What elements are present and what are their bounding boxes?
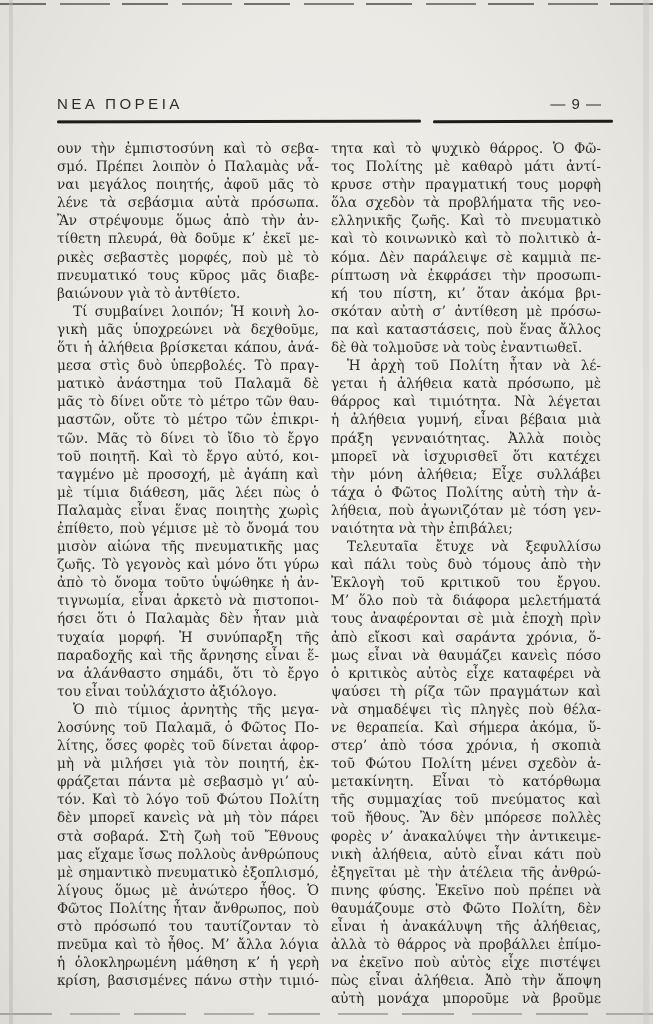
text-line: γεται ἡ ἀλήθεια κατὰ πρόσωπο, μὲ <box>331 376 601 393</box>
text-line: μὴ νὰ μιλήσει γιὰ τὸν ποιητή, ἐκ- <box>57 756 319 773</box>
text-line: ναιότητα νὰ τὴν ἐπιβάλει; <box>331 520 513 537</box>
text-line: φράζεται πάντα μὲ σεβασμὸ γι’ αὐ- <box>57 774 319 791</box>
text-line: Ἂν στρέψουμε ὅμως ἀπὸ τὴν ἀν- <box>57 213 319 230</box>
text-line: βαιώνουν γιὰ τὸ ἀντθίετο. <box>57 285 241 302</box>
left-column <box>57 140 319 990</box>
text-line: μως εἶναι νὰ θαυμάζει κανεὶς πόσο <box>331 647 601 664</box>
text-line: ἀπὸ εἴκοσι καὶ σαράντα χρόνια, ὅ- <box>331 629 601 646</box>
text-line: αὐτὴ μονάχα μποροῦμε νὰ βροῦμε <box>331 991 601 1008</box>
text-line: κή του πίστη, κι’ ὅταν ἀκόμα βρι- <box>331 285 601 302</box>
text-line: τιγνωμία, εἶναι ἀρκετὸ νὰ πιστοποι- <box>57 593 319 610</box>
text-line: ρικὲς σεβαστὲς μορφές, ποὺ μὲ τὸ <box>57 249 319 266</box>
text-line: μπορεῖ νὰ ἰσχυρισθεῖ ὅτι κατέχει <box>331 448 601 465</box>
text-line: μισὸν αἰώνα τῆς πνευματικῆς μας <box>57 539 319 556</box>
text-line: τόν. Καὶ τὸ λόγο τοῦ Φώτου Πολίτη <box>57 792 319 809</box>
text-line: ρίπτωση νὰ ἐκφράσει τὴν προσωπι- <box>331 267 601 284</box>
header-rule-segment <box>433 120 613 123</box>
text-line: Φῶτος Πολίτης ἦταν ἄνθρωπος, ποὺ <box>57 900 319 917</box>
text-line: νε θεραπεία. Καὶ σήμερα ἀκόμα, ὕ- <box>331 720 601 736</box>
text-line: μετακίνητη. Εἶναι τὸ κατόρθωμα <box>331 774 601 791</box>
text-line: ήσει ὅτι ὁ Παλαμὰς δὲν ἦταν μιὰ <box>57 611 319 628</box>
text-line: καὶ πάλι τοὺς δυὸ τόμους ἀπὸ τὴν <box>331 557 601 574</box>
text-line: ὅτι ἡ ἀλήθεια βρίσκεται κάπου, ἀνά- <box>57 340 319 357</box>
text-line: ψαύσει τὴ ρίζα τῶν πραγμάτων καὶ <box>331 683 601 700</box>
text-line: νικὴ ἀλήθεια, αὐτὸ εἶναι κάτι ποὺ <box>331 846 601 863</box>
page-header <box>57 96 602 113</box>
text-line: Τελευταῖα ἔτυχε νὰ ξεφυλλίσω <box>347 539 601 556</box>
text-line: τητα καὶ τὸ ψυχικὸ θάρρος. Ὁ Φῶ- <box>331 141 601 157</box>
text-line: πα καὶ καταστάσεις, ποὺ ἕνας ἄλλος <box>331 321 601 338</box>
text-line: πνεῦμα καὶ τὸ ἦθος. Μ’ ἄλλα λόγια <box>57 937 319 954</box>
text-line: ουν τὴν ἐμπιστοσύνη καὶ τὸ σεβα- <box>57 141 319 157</box>
text-line: νὰ σημαδέψει τὶς πληγὲς ποὺ θέλα- <box>331 701 601 718</box>
scan-edge-left <box>9 0 13 1024</box>
scan-edge-top <box>0 3 653 5</box>
right-column <box>331 140 601 1009</box>
text-line: ἐπίθετο, ποὺ γέμισε μὲ τὸ ὄνομά του <box>57 520 319 537</box>
text-line: τάχα ὁ Φῶτος Πολίτης αὐτὴ τὴν ἀ- <box>331 484 601 501</box>
text-line: τὴν μόνη ἀλήθεια; Εἶχε συλλάβει <box>331 466 601 483</box>
text-line: ἀπὸ τὸ ὄνομα τοῦτο ὑψώθηκε ἡ ἀν- <box>57 575 319 592</box>
text-line: Ἡ ἀρχὴ τοῦ Πολίτη ἦταν νὰ λέ- <box>347 358 601 375</box>
header-rule <box>57 120 613 124</box>
text-line: να ἀλάνθαστο σημάδι, ὅτι τὸ ἔργο <box>57 665 319 682</box>
journal-title: ΝΕΑ ΠΟΡΕΙΑ <box>57 96 183 113</box>
text-line: παραδοχῆς καὶ τῆς ἄρνησης εἶναι ἕ- <box>57 647 319 664</box>
text-line: καὶ τὸ κοινωνικὸ καὶ τὸ πολιτικὸ ἀ- <box>331 231 601 248</box>
text-line: στὸ πρόσωπό του ταυτίζονταν τὸ <box>57 919 319 936</box>
text-line: του εἶναι τοὐλάχιστο ἀξιόλογο. <box>57 683 278 700</box>
text-line: σμό. Πρέπει λοιπὸν ὁ Παλαμὰς νἆ- <box>57 159 319 176</box>
text-line: ἐξηγεῖται μὲ τὴν ἀτέλεια τῆς ἀνθρώ- <box>331 864 601 881</box>
text-line: φορὲς ν’ ἀνακαλύψει τὴν ἀντικειμε- <box>331 828 601 845</box>
text-line: στερ’ ἀπὸ τόσα χρόνια, ἡ σκοπιὰ <box>331 738 601 755</box>
text-line: τοῦ ἤθους. Ἂν δὲν μπόρεσε πολλὲς <box>331 810 601 827</box>
text-line: λίτης, ὅσες φορὲς τοῦ δίνεται ἀφορ- <box>57 738 319 755</box>
text-line: να ἐκεῖνο ποὺ αὐτὸς εἶχε πιστέψει <box>331 955 601 972</box>
text-line: ὁ κριτικὸς αὐτὸς εἶχε καταφέρει νὰ <box>331 665 601 682</box>
text-line: τοῦ ποιητῆ. Καὶ τὸ ἔργο αὐτό, κοι- <box>57 448 319 465</box>
text-line: ὅλα σχεδὸν τὰ προβλήματα τῆς νεο- <box>331 195 601 212</box>
text-line: τίθετη πλευρά, θὰ δοῦμε κ’ ἐκεῖ με- <box>57 231 319 248</box>
text-line: ἡ ὁλοκληρωμένη μάθηση κ’ ἡ γερὴ <box>57 955 319 972</box>
scan-edge-bottom <box>0 1013 653 1015</box>
text-line: μας εἴχαμε ἴσως πολλοὺς ἀνθρώπους <box>57 846 319 863</box>
text-line: ναι μεγάλος ποιητής, ἀφοῦ μᾶς τὸ <box>57 177 319 194</box>
text-line: ἀλλὰ τὸ θάρρος νὰ προβάλλει ἐπίμο- <box>331 937 601 954</box>
text-line: Παλαμὰς εἶναι ἕνας ποιητὴς χωρὶς <box>57 502 319 519</box>
text-line: Ὁ πιὸ τίμιος ἀρνητὴς τῆς μεγα- <box>73 701 319 718</box>
text-line: τυχαία μορφή. Ἡ συνύπαρξη τῆς <box>57 629 319 646</box>
page-number: — 9 — <box>550 96 602 113</box>
text-line: σκόταν αὐτὴ σ’ ἀντίθεση μὲ πρόσω- <box>331 303 601 320</box>
text-line: τος Πολίτης μὲ καθαρὸ μάτι ἀντί- <box>331 159 601 176</box>
text-line: γικὴ μᾶς ὑποχρεώνει νὰ δεχθοῦμε, <box>57 321 319 338</box>
text-line: πινης φύσης. Ἐκεῖνο ποὺ πρέπει νὰ <box>331 882 601 899</box>
text-line: μᾶς τὸ δίνει οὔτε τὸ μέτρο τῶν θαυ- <box>57 394 319 411</box>
text-line: λοσύνης τοῦ Παλαμᾶ, ὁ Φῶτος Πο- <box>57 720 319 736</box>
text-line: εἶναι ἡ ἀνακάλυψη τῆς ἀλήθειας, <box>331 919 601 936</box>
text-line: στὰ σοβαρά. Στὴ ζωὴ τοῦ Ἔθνους <box>57 828 319 845</box>
text-line: τῆς συμμαχίας τοῦ πνεύματος καὶ <box>331 792 601 809</box>
text-line: κρυσε στὴν πραγματική τους μορφὴ <box>331 177 601 194</box>
text-line: μεσα στὶς δυὸ ὑπερβολές. Τὸ πραγ- <box>57 358 319 375</box>
text-line: Ἐκλογὴ τοῦ κριτικοῦ του ἔργου. <box>331 575 601 592</box>
text-line: λίγους ὅμως μὲ ἀνώτερο ἦθος. Ὁ <box>57 882 319 899</box>
text-line: ταγμένο μὲ προσοχή, μὲ ἀγάπη καὶ <box>57 466 319 483</box>
scan-edge-right <box>643 0 649 1024</box>
text-line: δὲν μπορεῖ κανεὶς νὰ μὴ τὸν πάρει <box>57 810 319 827</box>
text-line: πὼς εἶναι ἀλήθεια. Ἀπὸ τὴν ἄποψη <box>331 973 601 990</box>
text-line: κόμα. Δὲν παράλειψε σὲ καμμιὰ πε- <box>331 249 601 266</box>
text-line: ζωῆς. Τὸ γεγονὸς καὶ μόνο ὅτι γύρω <box>57 557 319 574</box>
text-line: ἡ ἀλήθεια γυμνή, εἶναι βέβαια μιὰ <box>331 412 601 429</box>
header-rule-segment <box>57 120 421 123</box>
text-line: πράξη γενναιότητας. Ἀλλὰ ποιὸς <box>331 430 601 447</box>
text-line: μὲ σημαντικὸ πνευματικὸ ἐξοπλισμό, <box>57 864 319 881</box>
text-line: πνευματικό τους κῦρος μᾶς διαβε- <box>57 267 319 284</box>
text-line: λένε τὰ σεβάσμια αὐτὰ πρόσωπα. <box>57 195 319 212</box>
text-line: τοῦ Φώτου Πολίτη μένει σχεδὸν ἀ- <box>331 756 601 773</box>
text-line: δὲ θὰ τολμοῦσε νὰ τοὺς ἐναντιωθεῖ. <box>331 340 583 357</box>
text-line: κρίση, βασισμένες πάνω στὴν τιμιό- <box>57 973 319 990</box>
text-line: λήθεια, ποὺ ἀγωνιζόταν μὲ τόση γεν- <box>331 502 601 519</box>
text-line: θαυμάζουμε στὸ Φῶτο Πολίτη, δὲν <box>331 900 601 917</box>
text-line: Τί συμβαίνει λοιπόν; Ἡ κοινὴ λο- <box>73 303 319 320</box>
text-line: μαστῶν, οὔτε τὸ μέτρο τῶν ἐπικρι- <box>57 412 319 429</box>
text-line: θάρρος καὶ τιμιότητα. Νὰ λέγεται <box>331 394 601 411</box>
text-line: μὲ τίμια διάθεση, μᾶς λέει πὼς ὁ <box>57 484 319 501</box>
text-line: ελληνικῆς ζωῆς. Καὶ τὸ πνευματικὸ <box>331 213 601 230</box>
text-line: τῶν. Μᾶς τὸ δίνει τὸ ἴδιο τὸ ἔργο <box>57 430 319 447</box>
text-line: τους ἀναφέρονται σὲ μιὰ ἐποχὴ πρὶν <box>331 611 601 628</box>
text-line: Μ’ ὅλο ποὺ τὰ διάφορα μελετήματά <box>331 593 601 610</box>
text-line: ματικὸ ἀνάστημα τοῦ Παλαμᾶ δὲ <box>57 376 319 393</box>
